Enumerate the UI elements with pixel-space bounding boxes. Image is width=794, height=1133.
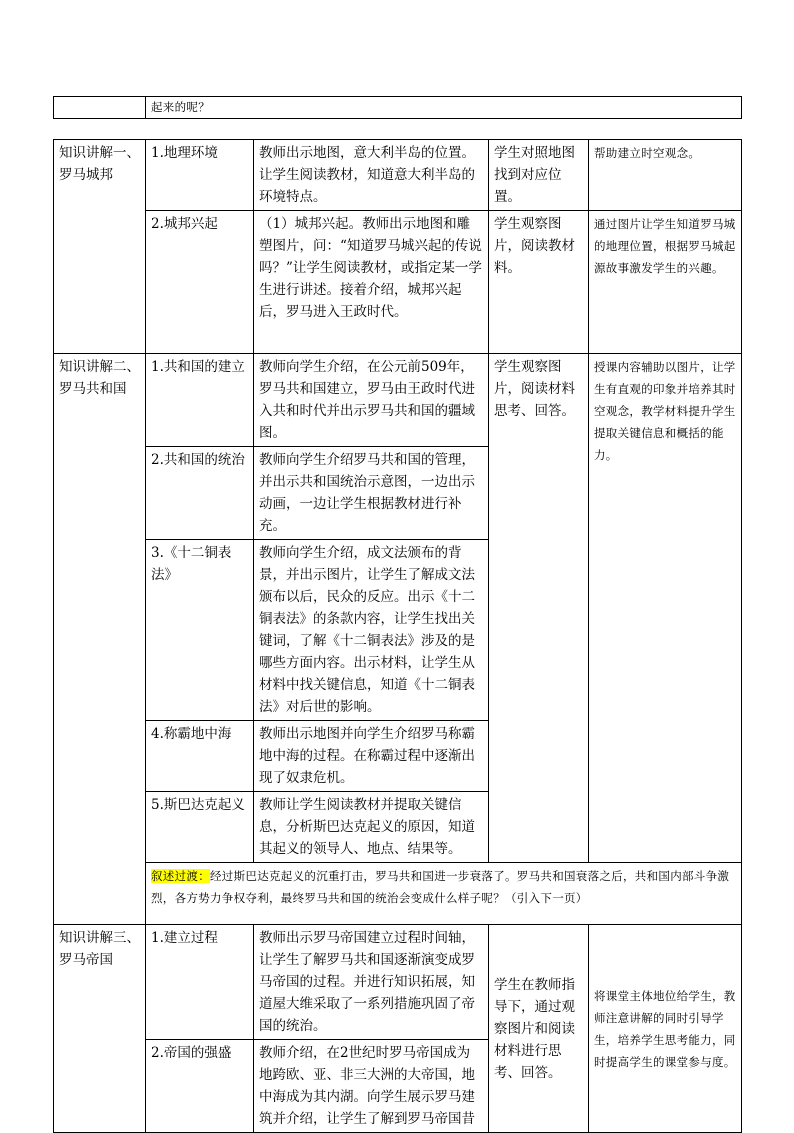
teacher-activity: 教师出示地图，意大利半岛的位置。让学生阅读教材，知道意大利半岛的环境特点。	[254, 140, 489, 211]
table-row	[54, 925, 742, 1040]
teacher-activity: 教师出示地图并向学生介绍罗马称霸地中海的过程。在称霸过程中逐渐出现了奴隶危机。	[254, 721, 489, 792]
topic-cell: 5.斯巴达克起义	[146, 792, 254, 863]
topic-cell: 3.《十二铜表法》	[146, 540, 254, 721]
transition-row	[54, 863, 742, 925]
transition-text: 经过斯巴达克起义的沉重打击，罗马共和国进一步衰落了。罗马共和国衰落之后，共和国内部斗争激烈，各方势力争权夺利，最终罗马共和国的统治会变成什么样子呢？（引入下一页）	[151, 869, 730, 905]
design-intent: 通过图片让学生知道罗马城的地理位置，根据罗马城起源故事激发学生的兴趣。	[589, 211, 742, 354]
topic-cell: 2.城邦兴起	[146, 211, 254, 354]
table-row	[54, 354, 742, 447]
topic-cell: 1.建立过程	[146, 925, 254, 1040]
student-activity: 学生观察图片，阅读材料思考、回答。	[489, 354, 589, 863]
continued-empty-cell	[54, 97, 146, 119]
continued-text: 起来的呢？	[146, 97, 742, 119]
design-intent: 授课内容辅助以图片，让学生有直观的印象并培养其时空观念，教学材料提升学生提取关键信息和概括的能力。	[589, 354, 742, 863]
transition-label: 叙述过渡：	[151, 869, 210, 883]
table-row	[54, 211, 742, 354]
teacher-activity: 教师介绍，在2世纪时罗马帝国成为地跨欧、亚、非三大洲的大帝国，地中海成为其内湖。向学生展示罗马建筑并介绍，让学生了解到罗马帝国昔	[254, 1040, 489, 1133]
continued-table	[53, 96, 742, 119]
teacher-activity: 教师让学生阅读教材并提取关键信息，分析斯巴达克起义的原因，知道其起义的领导人、地点、结果等。	[254, 792, 489, 863]
student-activity: 学生在教师指导下，通过观察图片和阅读材料进行思考、回答。	[489, 925, 589, 1133]
teacher-activity: 教师向学生介绍，成文法颁布的背景，并出示图片，让学生了解成文法颁布以后，民众的反应。出示《十二铜表法》的条款内容，让学生找出关键词，了解《十二铜表法》涉及的是哪些方面内容。出示材料，让学生从材料中找关键信息，知道《十二铜表法》对后世的影响。	[254, 540, 489, 721]
teacher-activity: 教师出示罗马帝国建立过程时间轴，让学生了解罗马共和国逐渐演变成罗马帝国的过程。并进行知识拓展，知道屋大维采取了一系列措施巩固了帝国的统治。	[254, 925, 489, 1040]
section-title: 知识讲解三、罗马帝国	[54, 925, 146, 1133]
topic-cell: 4.称霸地中海	[146, 721, 254, 792]
topic-cell: 1.共和国的建立	[146, 354, 254, 447]
lesson-plan-table	[53, 139, 742, 1133]
design-intent: 将课堂主体地位给学生，教师注意讲解的同时引导学生，培养学生思考能力，同时提高学生的课堂参与度。	[589, 925, 742, 1133]
section-title: 知识讲解一、罗马城邦	[54, 140, 146, 354]
continued-row	[54, 97, 742, 119]
teacher-activity: 教师向学生介绍罗马共和国的管理，并出示共和国统治示意图，一边出示动画，一边让学生根据教材进行补充。	[254, 447, 489, 540]
topic-cell: 1.地理环境	[146, 140, 254, 211]
design-intent: 帮助建立时空观念。	[589, 140, 742, 211]
table-row	[54, 140, 742, 211]
topic-cell: 2.帝国的强盛	[146, 1040, 254, 1133]
transition-note	[146, 863, 742, 925]
section-title: 知识讲解二、罗马共和国	[54, 354, 146, 925]
topic-cell: 2.共和国的统治	[146, 447, 254, 540]
teacher-activity: （1）城邦兴起。教师出示地图和雕塑图片，问：“知道罗马城兴起的传说吗？”让学生阅读教材，或指定某一学生进行讲述。接着介绍，城邦兴起后，罗马进入王政时代。	[254, 211, 489, 354]
student-activity: 学生对照地图找到对应位置。	[489, 140, 589, 211]
teacher-activity: 教师向学生介绍，在公元前509年，罗马共和国建立，罗马由王政时代进入共和时代并出示罗马共和国的疆域图。	[254, 354, 489, 447]
student-activity: 学生观察图片，阅读教材料。	[489, 211, 589, 354]
